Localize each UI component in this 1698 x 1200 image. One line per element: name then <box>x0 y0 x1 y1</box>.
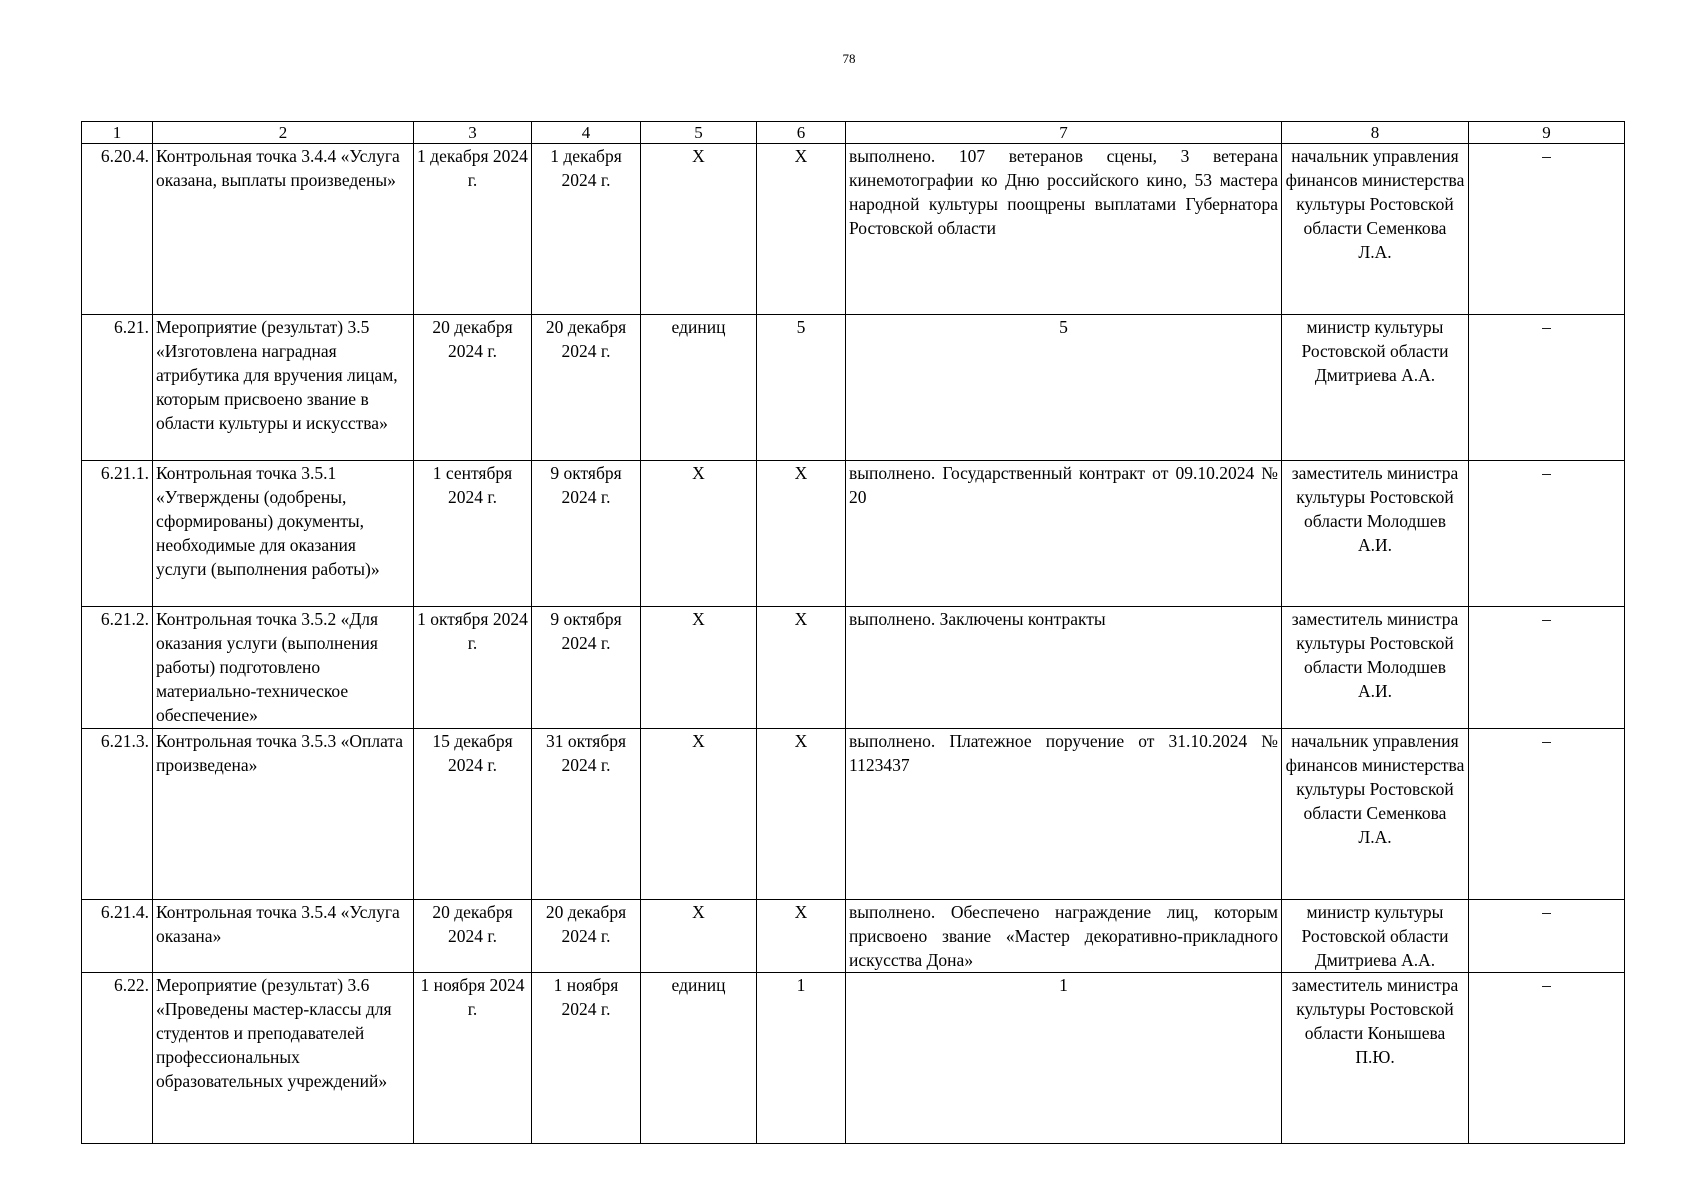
note-cell: – <box>1469 461 1625 607</box>
column-header-8: 8 <box>1282 122 1469 144</box>
responsible-cell: министр культуры Ростовской области Дмитриева А.А. <box>1282 315 1469 461</box>
responsible-cell: заместитель министра культуры Ростовской области Молодшев А.И. <box>1282 607 1469 729</box>
unit-cell: Х <box>641 900 757 973</box>
unit-cell: Х <box>641 144 757 315</box>
result-cell: выполнено. 107 ветеранов сцены, 3 ветерана кинемотографии ко Дню российского кино, 53 мастера народной культуры поощрены выплатами Губернатора Ростовской области <box>846 144 1282 315</box>
value-cell: 5 <box>757 315 846 461</box>
plan-date: 1 декабря 2024 г. <box>414 144 532 315</box>
fact-date: 9 октября 2024 г. <box>532 607 641 729</box>
table-row <box>82 607 1625 729</box>
responsible-cell: министр культуры Ростовской области Дмитриева А.А. <box>1282 900 1469 973</box>
row-number: 6.21.3. <box>82 729 153 900</box>
value-cell: Х <box>757 729 846 900</box>
event-name: Контрольная точка 3.5.1 «Утверждены (одобрены, сформированы) документы, необходимые для оказания услуги (выполнения работы)» <box>153 461 414 607</box>
column-header-9: 9 <box>1469 122 1625 144</box>
responsible-cell: начальник управления финансов министерства культуры Ростовской области Семенкова Л.А. <box>1282 729 1469 900</box>
result-cell: 1 <box>846 973 1282 1144</box>
unit-cell: единиц <box>641 315 757 461</box>
unit-cell: Х <box>641 607 757 729</box>
event-name: Контрольная точка 3.4.4 «Услуга оказана, выплаты произведены» <box>153 144 414 315</box>
table-row <box>82 900 1625 973</box>
table-row <box>82 144 1625 315</box>
fact-date: 31 октября 2024 г. <box>532 729 641 900</box>
result-cell: 5 <box>846 315 1282 461</box>
header-row <box>82 122 1625 144</box>
fact-date: 9 октября 2024 г. <box>532 461 641 607</box>
plan-date: 15 декабря 2024 г. <box>414 729 532 900</box>
event-name: Контрольная точка 3.5.3 «Оплата произведена» <box>153 729 414 900</box>
row-number: 6.21.1. <box>82 461 153 607</box>
note-cell: – <box>1469 144 1625 315</box>
note-cell: – <box>1469 729 1625 900</box>
responsible-cell: заместитель министра культуры Ростовской области Конышева П.Ю. <box>1282 973 1469 1144</box>
plan-date: 1 октября 2024 г. <box>414 607 532 729</box>
fact-date: 1 декабря 2024 г. <box>532 144 641 315</box>
table-row <box>82 315 1625 461</box>
fact-date: 20 декабря 2024 г. <box>532 315 641 461</box>
note-cell: – <box>1469 900 1625 973</box>
column-header-5: 5 <box>641 122 757 144</box>
table-row <box>82 461 1625 607</box>
column-header-7: 7 <box>846 122 1282 144</box>
column-header-1: 1 <box>82 122 153 144</box>
page-number: 78 <box>842 51 856 66</box>
table-row <box>82 729 1625 900</box>
row-number: 6.22. <box>82 973 153 1144</box>
report-table <box>81 121 1625 1144</box>
result-cell: выполнено. Обеспечено награждение лиц, которым присвоено звание «Мастер декоративно-прикладного искусства Дона» <box>846 900 1282 973</box>
note-cell: – <box>1469 607 1625 729</box>
row-number: 6.21. <box>82 315 153 461</box>
table-row <box>82 973 1625 1144</box>
unit-cell: Х <box>641 461 757 607</box>
fact-date: 1 ноября 2024 г. <box>532 973 641 1144</box>
plan-date: 1 сентября 2024 г. <box>414 461 532 607</box>
event-name: Мероприятие (результат) 3.5 «Изготовлена наградная атрибутика для вручения лицам, которым присвоено звание в области культуры и искусства» <box>153 315 414 461</box>
responsible-cell: начальник управления финансов министерства культуры Ростовской области Семенкова Л.А. <box>1282 144 1469 315</box>
row-number: 6.21.2. <box>82 607 153 729</box>
result-cell: выполнено. Государственный контракт от 09.10.2024 № 20 <box>846 461 1282 607</box>
result-cell: выполнено. Платежное поручение от 31.10.2024 № 1123437 <box>846 729 1282 900</box>
column-header-2: 2 <box>153 122 414 144</box>
event-name: Контрольная точка 3.5.4 «Услуга оказана» <box>153 900 414 973</box>
value-cell: Х <box>757 607 846 729</box>
responsible-cell: заместитель министра культуры Ростовской области Молодшев А.И. <box>1282 461 1469 607</box>
note-cell: – <box>1469 973 1625 1144</box>
event-name: Мероприятие (результат) 3.6 «Проведены мастер-классы для студентов и преподавателей профессиональных образовательных учреждений» <box>153 973 414 1144</box>
value-cell: Х <box>757 144 846 315</box>
value-cell: Х <box>757 461 846 607</box>
plan-date: 20 декабря 2024 г. <box>414 315 532 461</box>
note-cell: – <box>1469 315 1625 461</box>
value-cell: 1 <box>757 973 846 1144</box>
value-cell: Х <box>757 900 846 973</box>
row-number: 6.21.4. <box>82 900 153 973</box>
fact-date: 20 декабря 2024 г. <box>532 900 641 973</box>
plan-date: 20 декабря 2024 г. <box>414 900 532 973</box>
unit-cell: Х <box>641 729 757 900</box>
unit-cell: единиц <box>641 973 757 1144</box>
event-name: Контрольная точка 3.5.2 «Для оказания услуги (выполнения работы) подготовлено материально-техническое обеспечение» <box>153 607 414 729</box>
column-header-3: 3 <box>414 122 532 144</box>
result-cell: выполнено. Заключены контракты <box>846 607 1282 729</box>
row-number: 6.20.4. <box>82 144 153 315</box>
plan-date: 1 ноября 2024 г. <box>414 973 532 1144</box>
column-header-6: 6 <box>757 122 846 144</box>
column-header-4: 4 <box>532 122 641 144</box>
